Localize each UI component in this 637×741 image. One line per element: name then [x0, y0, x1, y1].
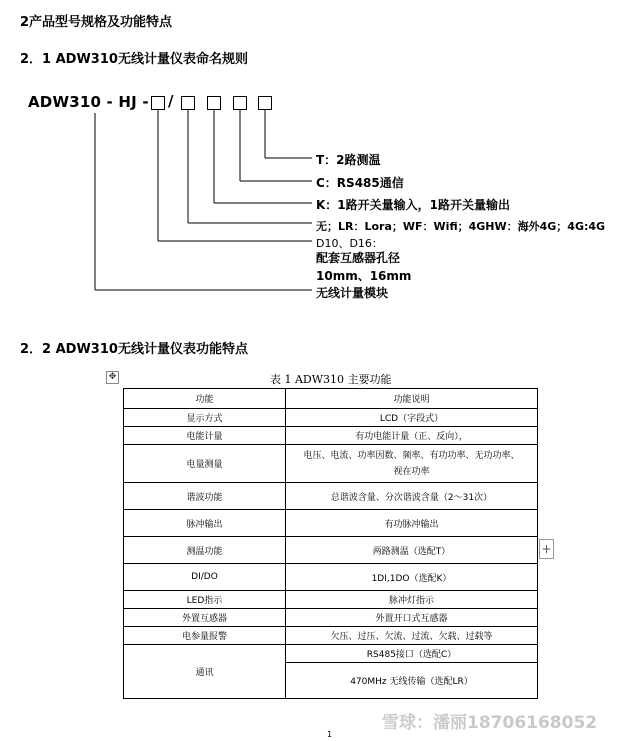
label-wireless: 无；LR：Lora；WF：Wifi；4GHW：海外4G；4G:4G — [316, 220, 606, 233]
table-row — [124, 564, 538, 591]
table-row — [124, 445, 538, 483]
table-cell: 外置互感器 — [124, 609, 286, 627]
table-cell: LCD（字段式） — [286, 409, 538, 427]
table-cell: 470MHz 无线传输（选配LR） — [286, 663, 538, 699]
table-cell: 两路测温（选配T） — [286, 537, 538, 564]
naming-rule-heading: 2．1 ADW310无线计量仪表命名规则 — [20, 52, 248, 67]
table-cell: 显示方式 — [124, 409, 286, 427]
label-module: 无线计量模块 — [316, 286, 389, 300]
table-cell: 通讯 — [124, 645, 286, 699]
table-cell: DI/DO — [124, 564, 286, 591]
table-cell: 1DI,1DO（选配K） — [286, 564, 538, 591]
table-header-row — [124, 389, 538, 409]
watermark: 雪球：潘丽18706168052 — [382, 713, 598, 733]
table-cell: RS485接口（选配C） — [286, 645, 538, 663]
table-cell: LED指示 — [124, 591, 286, 609]
table-cell: 欠压、过压、欠流、过流、欠载、过载等 — [286, 627, 538, 645]
table-row — [124, 591, 538, 609]
table-cell: 电参量报警 — [124, 627, 286, 645]
table-cell: 总谐波含量、分次谐波含量（2～31次） — [286, 483, 538, 510]
table-cell: 谐波功能 — [124, 483, 286, 510]
table-cell: 电压、电流、功率因数、频率、有功功率、无功功率、视在功率 — [286, 445, 538, 483]
label-hole-size: 配套互感器孔径 — [316, 251, 401, 265]
label-hole-values: 10mm、16mm — [316, 269, 412, 283]
header-description: 功能说明 — [286, 389, 538, 409]
table-cell: 脉冲灯指示 — [286, 591, 538, 609]
table-row — [124, 609, 538, 627]
table-row — [124, 483, 538, 510]
table-cell: 有功脉冲输出 — [286, 510, 538, 537]
table-move-icon[interactable]: ✥ — [106, 371, 119, 384]
table-cell: 外置开口式互感器 — [286, 609, 538, 627]
model-prefix: ADW310 - HJ - — [28, 93, 149, 111]
table-row — [124, 510, 538, 537]
features-heading: 2．2 ADW310无线计量仪表功能特点 — [20, 342, 248, 357]
label-d-codes: D10、D16： — [316, 237, 383, 250]
table-row — [124, 645, 538, 663]
table-cell: 脉冲输出 — [124, 510, 286, 537]
label-k: K：1路开关量输入，1路开关量输出 — [316, 198, 510, 212]
page-number: 1 — [327, 730, 333, 739]
model-slash: / — [168, 92, 174, 110]
table-caption: 表 1 ADW310 主要功能 — [270, 373, 392, 386]
table-cell: 测温功能 — [124, 537, 286, 564]
header-function: 功能 — [124, 389, 286, 409]
label-t: T：2路测温 — [316, 153, 381, 167]
table-row — [124, 627, 538, 645]
add-row-button[interactable]: + — [539, 539, 554, 559]
table-row — [124, 409, 538, 427]
table-cell: 电能计量 — [124, 427, 286, 445]
table-cell: 有功电能计量（正、反向）， — [286, 427, 538, 445]
function-table — [123, 388, 538, 699]
section-heading: 2产品型号规格及功能特点 — [20, 15, 173, 30]
label-c: C：RS485通信 — [316, 176, 404, 190]
table-row — [124, 427, 538, 445]
table-cell: 电量测量 — [124, 445, 286, 483]
table-row — [124, 537, 538, 564]
